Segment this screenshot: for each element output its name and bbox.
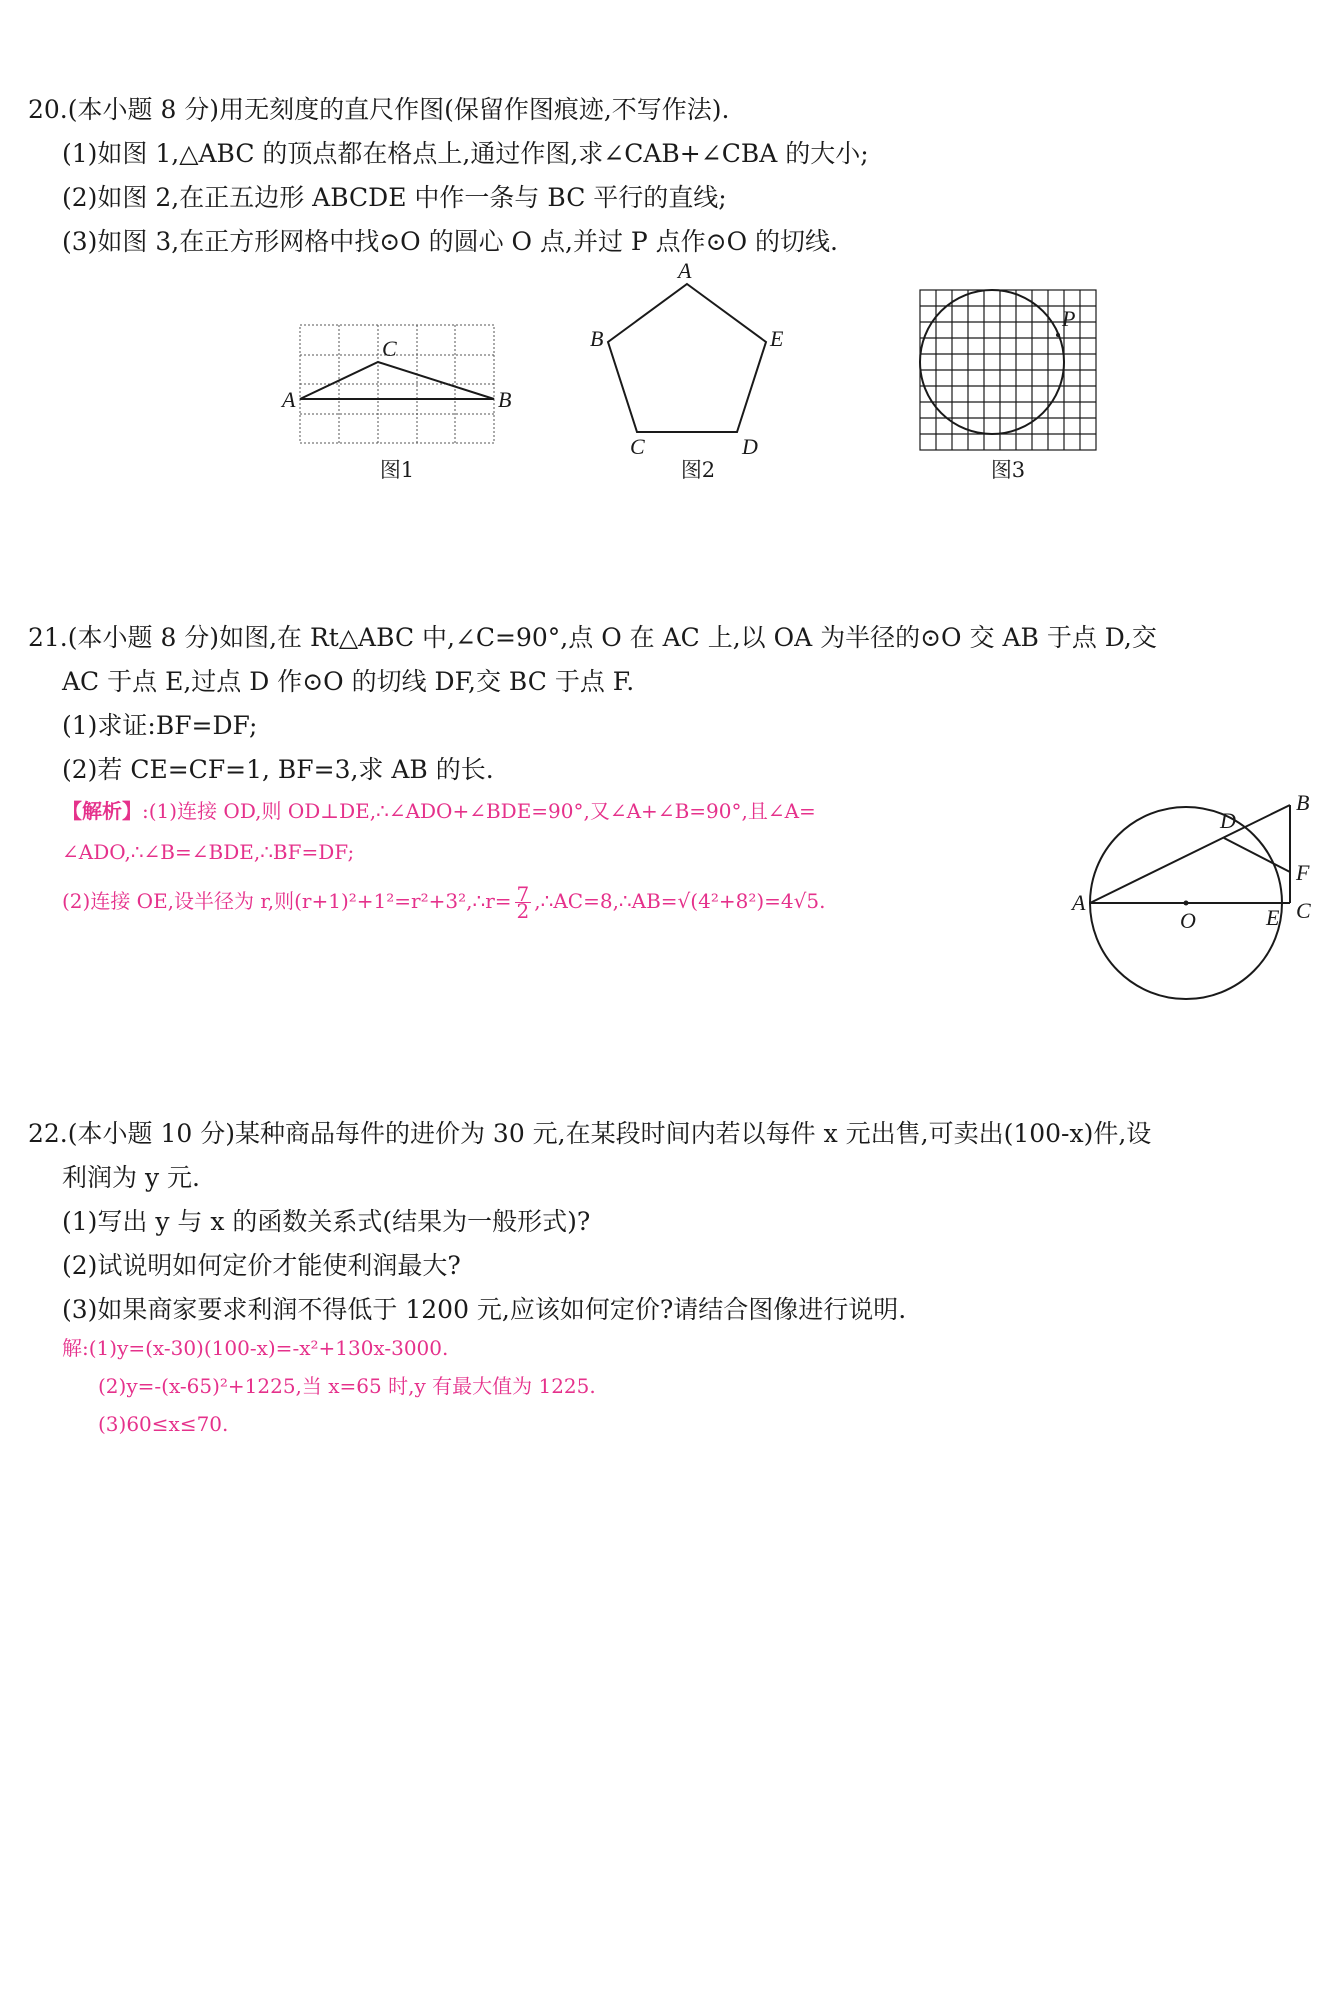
q21-figure — [1070, 780, 1320, 1000]
q21-fig-label-d: D — [1220, 808, 1236, 833]
fig2-label-d: D — [742, 434, 758, 459]
q21-fig-label-o: O — [1180, 908, 1196, 933]
fig2-label-a: A — [678, 258, 692, 283]
figure-3-grid-circle — [900, 278, 1120, 458]
figure-2-pentagon — [590, 258, 790, 459]
q20-part2: (2)如图 2,在正五边形 ABCDE 中作一条与 BC 平行的直线; — [62, 183, 727, 212]
q22-part1: (1)写出 y 与 x 的函数关系式(结果为一般形式)? — [62, 1207, 591, 1236]
q20-part3: (3)如图 3,在正方形网格中找⊙O 的圆心 O 点,并过 P 点作⊙O 的切线. — [62, 227, 838, 256]
q21-part1: (1)求证:BF=DF; — [62, 711, 258, 740]
q21-solution-line2: ∠ADO,∴∠B=∠BDE,∴BF=DF; — [62, 840, 355, 864]
q20-part1: (1)如图 1,△ABC 的顶点都在格点上,通过作图,求∠CAB+∠CBA 的大小; — [62, 139, 869, 168]
q22-part3: (3)如果商家要求利润不得低于 1200 元,应该如何定价?请结合图像进行说明. — [62, 1295, 907, 1324]
fig2-label-b: B — [590, 326, 604, 351]
figure-1-grid-triangle — [280, 310, 512, 450]
figure-3-caption: 图3 — [990, 458, 1026, 482]
q21-solution-line3: (2)连接 OE,设半径为 r,则(r+1)²+1²=r²+3²,∴r= $\frac{7}{2}$ ,∴AC=8,∴AB=√(4²+8²)=4√5. — [62, 882, 826, 923]
q20-heading: 20.(本小题 8 分)用无刻度的直尺作图(保留作图痕迹,不写作法). — [28, 95, 730, 124]
q22-heading-line2: 利润为 y 元. — [62, 1163, 200, 1192]
figure-1-caption: 图1 — [379, 458, 415, 482]
q22-solution-line2: (2)y=-(x-65)²+1225,当 x=65 时,y 有最大值为 1225. — [98, 1374, 596, 1398]
fig3-label-p: P — [1062, 306, 1076, 331]
fraction-seven-halves: $\frac{7}{2}$ — [516, 882, 530, 923]
fig1-label-b: B — [498, 387, 512, 412]
figure-2-caption: 图2 — [680, 458, 716, 482]
fig1-label-a: A — [282, 387, 296, 412]
q22-solution-line1: 解:(1)y=(x-30)(100-x)=-x²+130x-3000. — [62, 1336, 449, 1360]
q21-solution-line1: 【解析】:(1)连接 OD,则 OD⊥DE,∴∠ADO+∠BDE=90°,又∠A+∠B=90°,且∠A= — [62, 799, 816, 823]
q21-part2: (2)若 CE=CF=1, BF=3,求 AB 的长. — [62, 755, 494, 784]
q21-fig-label-e: E — [1266, 905, 1280, 930]
solution-tag: 【解析】 — [62, 799, 142, 823]
q21-heading-line2: AC 于点 E,过点 D 作⊙O 的切线 DF,交 BC 于点 F. — [62, 667, 635, 696]
q22-heading-line1: 22.(本小题 10 分)某种商品每件的进价为 30 元,在某段时间内若以每件 x 元出售,可卖出(100-x)件,设 — [28, 1119, 1152, 1148]
q21-fig-label-b: B — [1296, 790, 1310, 815]
fig1-label-c: C — [382, 336, 397, 361]
q21-heading-line1: 21.(本小题 8 分)如图,在 Rt△ABC 中,∠C=90°,点 O 在 AC 上,以 OA 为半径的⊙O 交 AB 于点 D,交 — [28, 623, 1157, 652]
q21-fig-label-a: A — [1072, 890, 1086, 915]
q21-fig-label-f: F — [1296, 860, 1310, 885]
q22-solution-line3: (3)60≤x≤70. — [98, 1412, 229, 1436]
fig2-label-e: E — [770, 326, 784, 351]
q21-fig-label-c: C — [1296, 898, 1311, 923]
fig2-label-c: C — [630, 434, 645, 459]
q22-part2: (2)试说明如何定价才能使利润最大? — [62, 1251, 461, 1280]
